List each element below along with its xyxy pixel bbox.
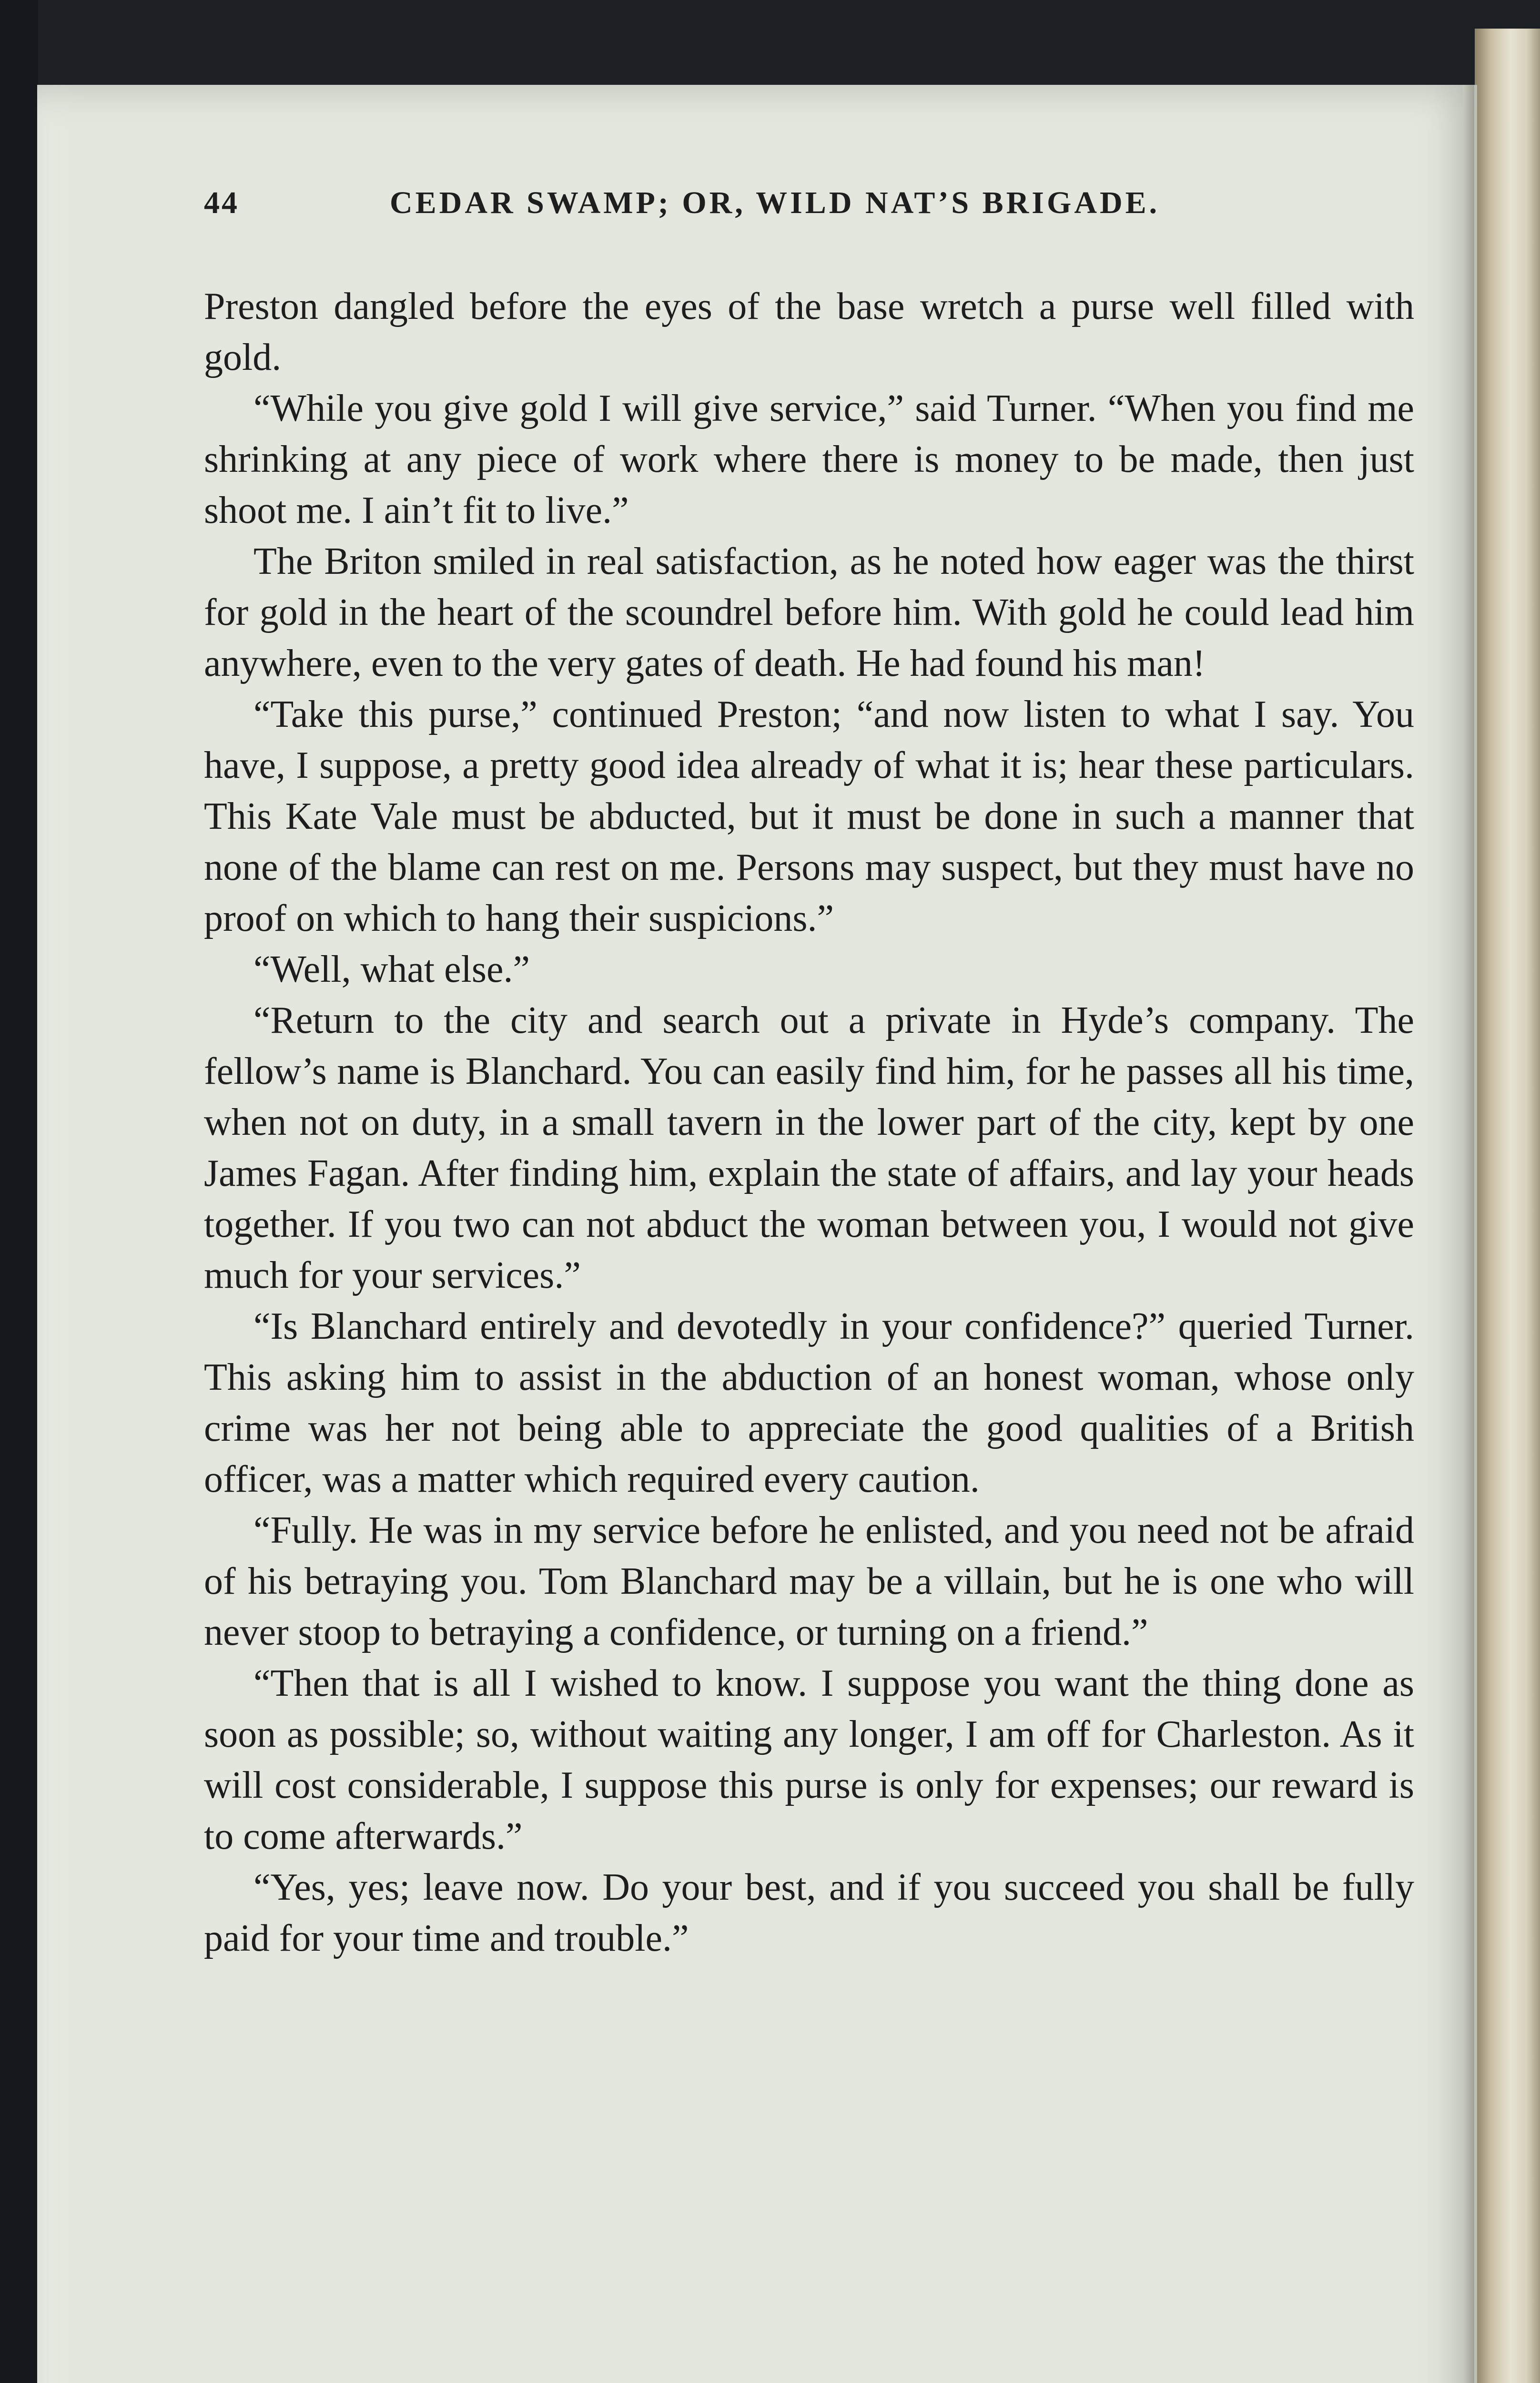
paragraph: “Fully. He was in my service before he enlisted, and you need not be afraid of his betraying you. Tom Blanchard may be a villain, but he is one who will never stoop to betraying a confidence, or turning on a friend.” bbox=[204, 1509, 1414, 1653]
paragraph: “Yes, yes; leave now. Do your best, and if you succeed you shall be fully paid for your time and trouble.” bbox=[204, 1866, 1414, 1959]
paragraph: “Then that is all I wished to know. I suppose you want the thing done as soon as possible; so, without waiting any longer, I am off for Charleston. As it will cost considerable, I suppose this purse is only for expenses; our reward is to come afterwards.” bbox=[204, 1662, 1414, 1857]
paragraph: “Return to the city and search out a private in Hyde’s company. The fellow’s name is Blanchard. You can easily find him, for he passes all his time, when not on duty, in a small tavern in the lower part of the city, kept by one James Fagan. After finding him, explain the state of affairs, and lay your heads together. If you two can not abduct the woman between you, I would not give much for your services.” bbox=[204, 999, 1414, 1296]
page-header bbox=[204, 185, 1414, 228]
paragraph: “While you give gold I will give service,” said Turner. “When you find me shrinking at any piece of work where there is money to be made, then just shoot me. I ain’t fit to live.” bbox=[204, 387, 1414, 531]
page-gutter-shadow bbox=[1463, 85, 1474, 2383]
paragraph: “Is Blanchard entirely and devotedly in your confidence?” queried Turner. This asking him to assist in the abduction of an honest woman, whose only crime was her not being able to appreciate the good qualities of a British officer, was a matter which required every caution. bbox=[204, 1305, 1414, 1500]
page-number: 44 bbox=[204, 185, 239, 220]
book-page-edge bbox=[1475, 29, 1540, 2383]
paragraph: Preston dangled before the eyes of the base wretch a purse well filled with gold. bbox=[204, 285, 1414, 378]
paragraph: “Take this purse,” continued Preston; “and now listen to what I say. You have, I suppose, a pretty good idea already of what it is; hear these particulars. This Kate Vale must be abducted, but it must be done in such a manner that none of the blame can rest on me. Persons may suspect, but they must have no proof on which to hang their suspicions.” bbox=[204, 693, 1414, 939]
running-title: CEDAR SWAMP; OR, WILD NAT’S BRIGADE. bbox=[390, 185, 1160, 220]
paragraph: “Well, what else.” bbox=[253, 948, 530, 990]
background-left bbox=[0, 0, 38, 2383]
body-text bbox=[204, 281, 1414, 1964]
paragraph: The Briton smiled in real satisfaction, as he noted how eager was the thirst for gold in the heart of the scoundrel before him. With gold he could lead him anywhere, even to the very gates of death. He had found his man! bbox=[204, 540, 1414, 684]
